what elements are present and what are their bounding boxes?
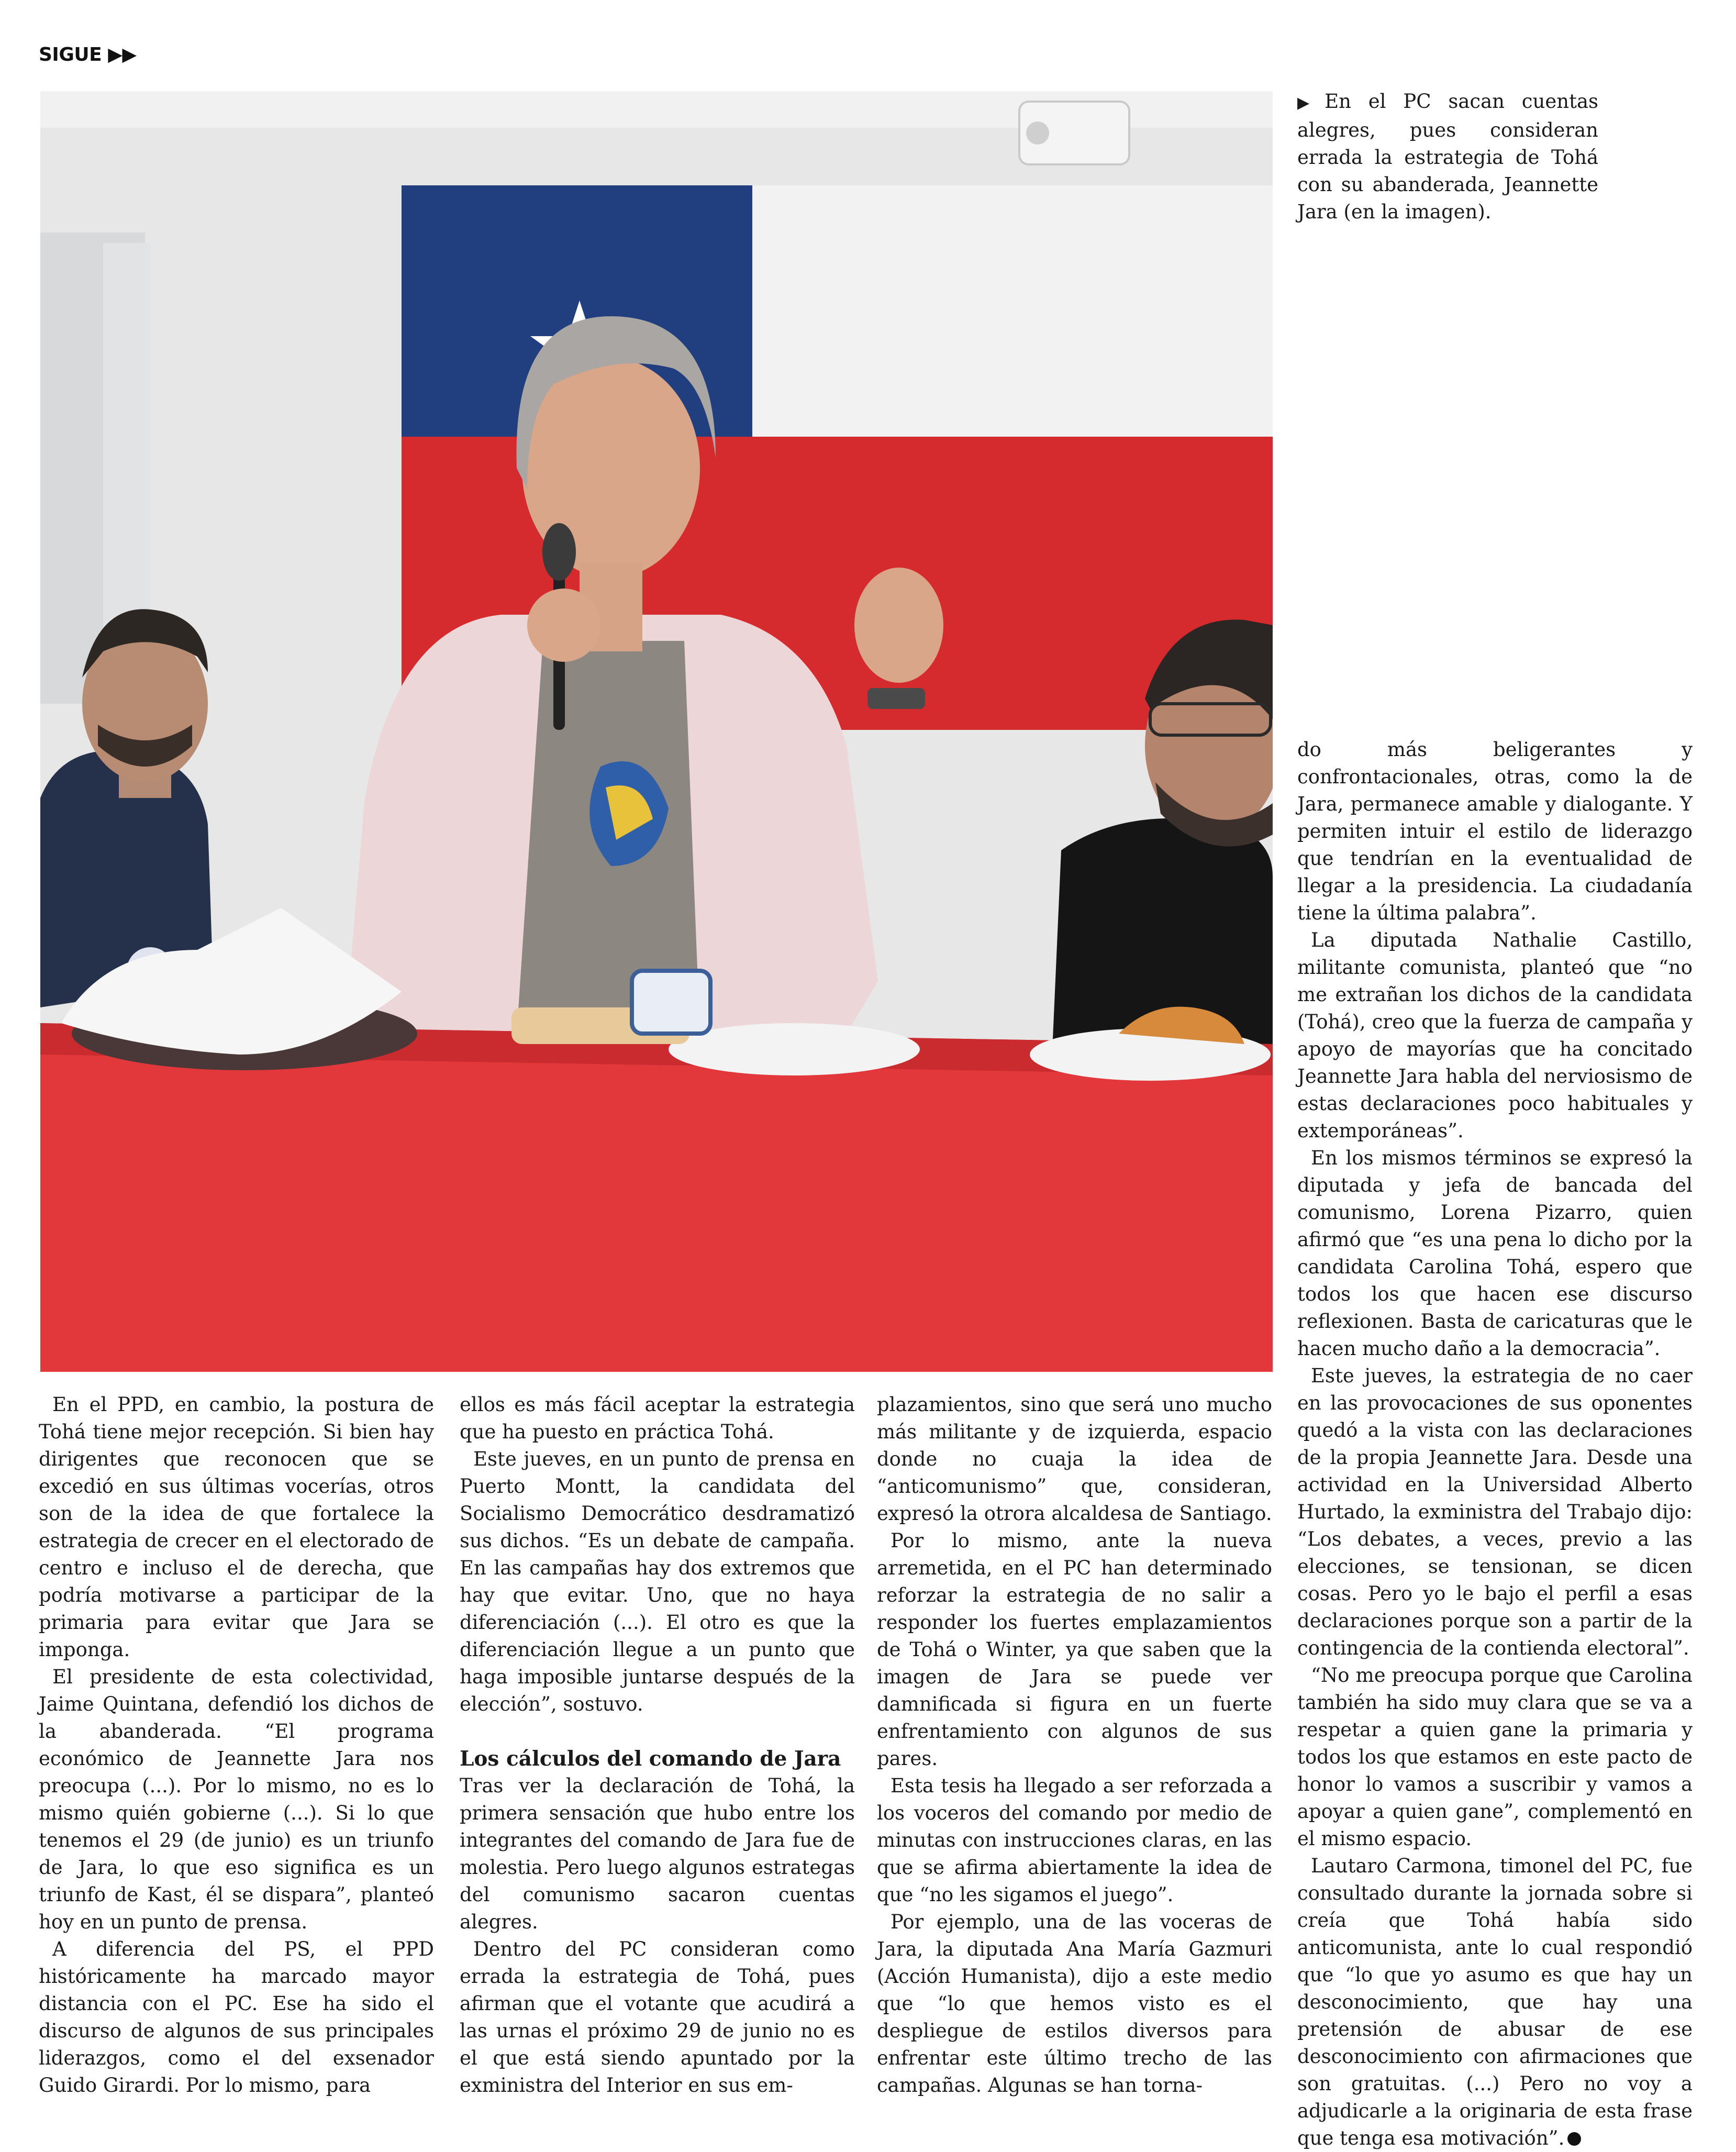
paragraph: Este jueves, en un punto de prensa en Puerto Montt, la candidata del Socialismo Democrático desdramatizó sus dichos. “Es un debate de campaña. En las campañas hay dos extremos que hay que evitar. Uno, que no haya diferenciación (...). El otro es que la diferenciación llegue a un punto que haga imposible juntarse después de la elección”, sostuvo.: [460, 1448, 855, 1715]
section-heading: Los cálculos del comando de Jara: [460, 1747, 841, 1771]
caption-text: En el PC sacan cuentas alegres, pues consideran errada la estrategia de Tohá con su abanderada, Jeannette Jara (en la imagen).: [1297, 90, 1598, 223]
paragraph: Tras ver la declaración de Tohá, la primera sensación que hubo entre los integrantes del comando de Jara fue de molestia. Pero luego algunos estrategas del comunismo sacaron cuentas alegres.: [460, 1774, 855, 1933]
article-photo: [40, 91, 1273, 1372]
end-mark-icon: [1567, 2132, 1581, 2146]
caption-arrow-icon: ▶: [1297, 94, 1321, 112]
paragraph: “No me preocupa porque que Carolina también ha sido muy clara que se va a respetar a quien gane la primaria y todos los que estamos en este pacto de honor lo vamos a suscribir y vamos a apoyar a quien gane”, complementó en el mismo espacio.: [1297, 1664, 1693, 1850]
paragraph: Este jueves, la estrategia de no caer en las provocaciones de sus oponentes quedó a la vista con las declaraciones de la propia Jeannette Jara. Desde una actividad en la Universidad Alberto Hurtado, la exministra del Trabajo dijo: “Los debates, a veces, previo a las elecciones, se tensionan, se dicen cosas. Pero yo le bajo el perfil a esas declaraciones porque son a partir de la contingencia de la contienda electoral”.: [1297, 1365, 1693, 1659]
last-paragraph-text: Lautaro Carmona, timonel del PC, fue consultado durante la jornada sobre si creía que Tohá había sido anticomunista, ante lo cual respondió que “lo que yo asumo es que hay un desconocimiento, que hay una pretensión de abusar de ese desconocimiento con afirmaciones que son gratuitas. (...) Pero no voy a adjudicarle a la originaria de esta frase que tenga esa motivación”.: [1297, 1855, 1693, 2149]
paragraph: En los mismos términos se expresó la diputada y jefa de bancada del comunismo, Lorena Pizarro, quien afirmó que “es una pena lo dicho por la candidata Carolina Tohá, espero que todos los que hacen ese discurso reflexionen. Basta de caricaturas que le hacen mucho daño a la democracia”.: [1297, 1147, 1693, 1360]
photo-caption: [1297, 88, 1598, 226]
paragraph: Por ejemplo, una de las voceras de Jara, la diputada Ana María Gazmuri (Acción Humanista), dijo a este medio que “lo que hemos visto es el despliegue de estilos diversos para enfrentar este último trecho de las campañas. Algunas se han torna-: [877, 1911, 1272, 2096]
paragraph: En el PPD, en cambio, la postura de Tohá tiene mejor recepción. Si bien hay dirigentes que reconocen que se excedió en sus últimas vocerías, otros son de la idea de que fortalece la estrategia de crecer en el electorado de centro e incluso el de derecha, que podría motivarse a participar de la primaria para evitar que Jara se imponga.: [39, 1393, 434, 1661]
paragraph: Dentro del PC consideran como errada la estrategia de Tohá, pues afirman que el votante que acudirá a las urnas el próximo 29 de junio no es el que está siendo apuntado por la exministra del Interior en sus em-: [460, 1938, 855, 2096]
paragraph: Por lo mismo, ante la nueva arremetida, en el PC han determinado reforzar la estrategia de no salir a responder los fuertes emplazamientos de Tohá o Winter, ya que saben que la imagen de Jara se puede ver damnificada si figura en un fuerte enfrentamiento con algunos de sus pares.: [877, 1529, 1272, 1770]
article-column-3: [877, 1391, 1272, 2099]
sigue-label: SIGUE ▶▶: [39, 44, 137, 65]
paragraph: do más beligerantes y confrontacionales, otras, como la de Jara, permanece amable y dialogante. Y permiten intuir el estilo de liderazgo que tendrían en la eventualidad de llegar a la presidencia. La ciudadanía tiene la última palabra”.: [1297, 738, 1693, 924]
article-column-2: [460, 1391, 855, 2099]
paragraph: ellos es más fácil aceptar la estrategia que ha puesto en práctica Tohá.: [460, 1393, 855, 1443]
paragraph: La diputada Nathalie Castillo, militante comunista, planteó que “no me extrañan los dichos de la candidata (Tohá), creo que la fuerza de campaña y apoyo de mayorías que ha concitado Jeannette Jara habla del nerviosismo de estas declaraciones poco habituales y extemporáneas”.: [1297, 929, 1693, 1142]
paragraph: [1297, 1853, 1693, 2152]
paragraph: plazamientos, sino que será uno mucho más militante y de izquierda, espacio donde no cuaja la idea de “anticomunismo” que, consideran, expresó la otrora alcaldesa de Santiago.: [877, 1393, 1272, 1525]
paragraph: El presidente de esta colectividad, Jaime Quintana, defendió los dichos de la abanderada. “El programa económico de Jeannette Jara nos preocupa (...). Por lo mismo, no es lo mismo quién gobierne (...). Si lo que tenemos el 29 (de junio) es un triunfo de Jara, lo que eso significa es un triunfo de Kast, él se dispara”, planteó hoy en un punto de prensa.: [39, 1666, 434, 1933]
article-column-4: [1297, 736, 1693, 2152]
article-column-1: [39, 1391, 434, 2099]
paragraph: A diferencia del PS, el PPD históricamente ha marcado mayor distancia con el PC. Ese ha sido el discurso de algunos de sus principales liderazgos, como el del exsenador Guido Girardi. Por lo mismo, para: [39, 1938, 434, 2096]
paragraph: Esta tesis ha llegado a ser reforzada a los voceros del comando por medio de minutas con instrucciones claras, en las que se afirma abiertamente la idea de que “no les sigamos el juego”.: [877, 1774, 1272, 1906]
